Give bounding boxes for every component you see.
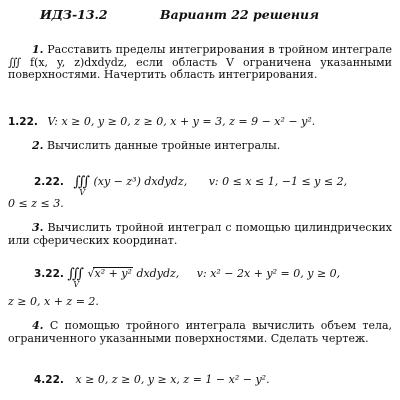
task-4-number: 4. xyxy=(32,319,44,332)
triple-integral-symbol: ∭ V xyxy=(67,266,80,289)
item-2-22-integrand: (xy − z³) dxdydz, xyxy=(93,175,188,189)
item-3-22 xyxy=(34,266,341,289)
task-1-number: 1. xyxy=(32,43,44,56)
item-3-22-number: 3.22. xyxy=(34,268,64,281)
item-3-22-radicand: x² + y² xyxy=(94,267,132,281)
item-2-22-bounds: v: 0 ≤ x ≤ 1, −1 ≤ y ≤ 2, xyxy=(208,175,348,189)
item-1-22-number: 1.22. xyxy=(8,116,38,128)
item-2-22 xyxy=(34,174,348,197)
item-4-22-conditions: x ≥ 0, z ≥ 0, y ≥ x, z = 1 − x² − y². xyxy=(75,373,270,386)
task-4-body: С помощью тройного интеграла вычислить объем тела, ограниченного указанными поверхностями. Сделать чертеж. xyxy=(8,319,393,345)
task-2-body: Вычислить данные тройные интегралы. xyxy=(46,139,281,152)
assignment-id: ИДЗ-13.2 xyxy=(40,7,108,22)
task-1-text xyxy=(8,44,392,82)
task-4-text xyxy=(8,320,392,345)
task-3-body: Вычислить тройной интеграл с помощью цилиндрических или сферических координат. xyxy=(8,221,392,247)
item-4-22 xyxy=(34,374,270,387)
item-3-22-bounds: v: x² − 2x + y² = 0, y ≥ 0, xyxy=(196,267,341,281)
item-1-22 xyxy=(8,116,315,129)
item-2-22-number: 2.22. xyxy=(34,176,64,189)
task-3-number: 3. xyxy=(32,221,44,234)
task-3-text xyxy=(8,222,392,247)
item-1-22-conditions: V: x ≥ 0, y ≥ 0, z ≥ 0, x + y = 3, z = 9 − x² − y². xyxy=(47,115,316,128)
item-2-22-bounds-cont: 0 ≤ z ≤ 3. xyxy=(8,197,64,210)
task-2-text xyxy=(8,140,392,153)
sqrt-symbol: √ xyxy=(87,267,95,281)
triple-integral-symbol: ∭ V xyxy=(73,174,86,197)
item-3-22-bounds-cont: z ≥ 0, x + z = 2. xyxy=(8,295,99,308)
item-4-22-number: 4.22. xyxy=(34,374,64,386)
variant-title: Вариант 22 решения xyxy=(160,7,320,22)
task-2-number: 2. xyxy=(32,139,44,152)
item-3-22-integrand: dxdydz, xyxy=(136,267,180,281)
task-1-body: Расставить пределы интегрирования в тройном интеграле ∭ f(x, y, z)dxdydz, если область V ограничена указанными поверхностями. Начертить область интегрирования. xyxy=(8,43,392,82)
